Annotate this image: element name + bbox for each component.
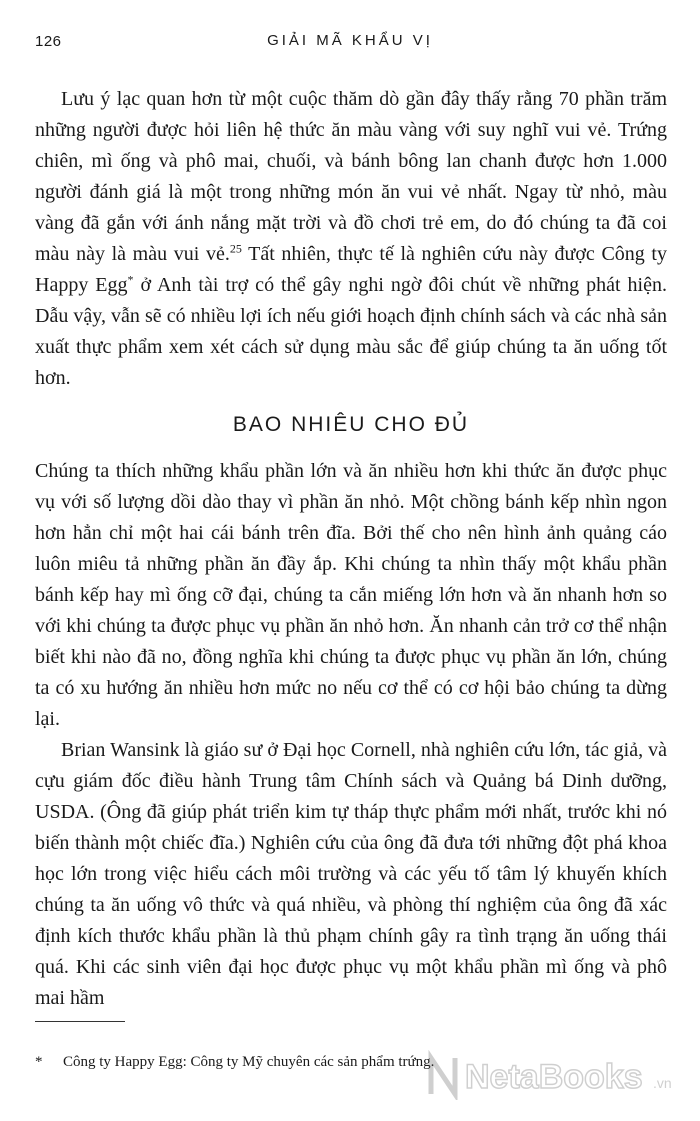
footnote-text: Công ty Happy Egg: Công ty Mỹ chuyên các sản phẩm trứng. (63, 1054, 435, 1070)
paragraph-1-continued: Tất nhiên, thực tế là nghiên cứu này được Công ty Happy Egg (35, 243, 667, 296)
paragraph-2: Chúng ta thích những khẩu phần lớn và ăn nhiều hơn khi thức ăn được phục vụ với số lượng dồi dào thay vì phần ăn nhỏ. Một chồng bánh kếp nhìn ngon hơn hẳn chỉ một hai cái bánh trên đĩa. Bởi thế cho nên hình ảnh quảng cáo luôn miêu tả những phần ăn đầy ắp. Khi chúng ta nhìn thấy một khẩu phần bánh kếp hay mì ống cỡ đại, chúng ta cắn miếng lớn hơn và ăn nhanh hơn so với khi chúng ta được phục vụ phần ăn nhỏ hơn. Ăn nhanh cản trở cơ thể nhận biết khi nào đã no, đồng nghĩa khi chúng ta được phục vụ phần ăn lớn, chúng ta có xu hướng ăn nhiều hơn mức no nếu cơ thể có cơ hội bảo chúng ta dừng lại. (35, 460, 667, 730)
watermark-logo-icon (431, 1058, 455, 1094)
paragraph-1 (35, 84, 667, 394)
paragraph-1-end: ở Anh tài trợ có thể gây nghi ngờ đôi chút về những phát hiện. Dẫu vậy, vẫn sẽ có nhiều lợi ích nếu giới hoạch định chính sách và các nhà sản xuất thực phẩm xem xét cách sử dụng màu sắc để giúp chúng ta ăn uống tốt hơn. (35, 274, 667, 389)
paragraph-1-text: Lưu ý lạc quan hơn từ một cuộc thăm dò gần đây thấy rằng 70 phần trăm những người được hỏi liên hệ thức ăn màu vàng với suy nghĩ vui vẻ. Trứng chiên, mì ống và phô mai, chuối, và bánh bông lan chanh được hơn 1.000 người đánh giá là một trong những món ăn vui vẻ nhất. Ngay từ nhỏ, màu vàng đã gắn với ánh nắng mặt trời và đồ chơi trẻ em, do đó chúng ta đã coi màu này là màu vui vẻ. (35, 88, 667, 265)
body-text (35, 84, 667, 1014)
netabooks-watermark (425, 1050, 685, 1100)
paragraph-3: Brian Wansink là giáo sư ở Đại học Cornell, nhà nghiên cứu lớn, tác giả, và cựu giám đốc điều hành Trung tâm Chính sách và Quảng bá Dinh dưỡng, USDA. (Ông đã giúp phát triển kim tự tháp thực phẩm mới nhất, trước khi nó biến thành một chiếc đĩa.) Nghiên cứu của ông đã đưa tới những đột phá khoa học lớn trong việc hiểu cách môi trường và các yếu tố tâm lý khuyến khích chúng ta ăn uống vô thức và quá nhiều, và phòng thí nghiệm của ông đã xác định kích thước khẩu phần là thủ phạm chính gây ra tình trạng ăn uống thái quá. Khi các sinh viên đại học được phục vụ một khẩu phần mì ống và phô mai hầm (35, 739, 667, 1009)
footnote-marker: * (35, 1054, 43, 1070)
footnote-star-ref: * (127, 272, 134, 287)
running-head: GIẢI MÃ KHẨU VỊ (267, 32, 433, 49)
endnote-ref-25: 25 (229, 241, 242, 256)
footnote-divider (35, 1021, 125, 1022)
watermark-text: NetaBooks (465, 1058, 643, 1096)
page-number: 126 (35, 33, 62, 50)
section-heading: BAO NHIÊU CHO ĐỦ (232, 413, 470, 436)
watermark-suffix: .vn (653, 1075, 672, 1091)
